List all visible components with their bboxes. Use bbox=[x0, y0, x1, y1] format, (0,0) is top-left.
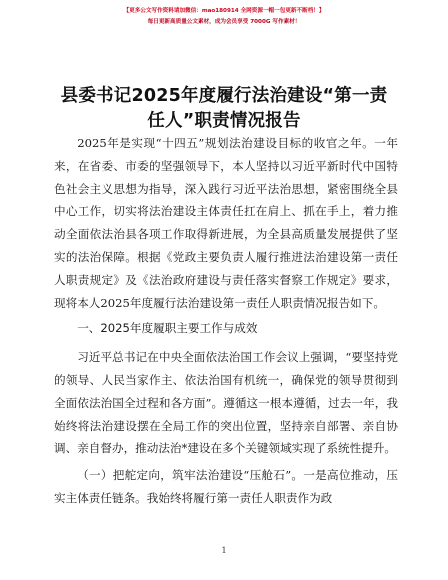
section-heading: 一、2025年度履职主要工作与成效 bbox=[77, 321, 258, 336]
promo-banner-line-1: 【更多公文写作资料请加微信：mao180914 全网资源一帽一包更新不断档！】 bbox=[123, 8, 325, 14]
promo-banner-line-2: 每日更新高质量公文素材，成为会员享受 7000G 写作素材！ bbox=[147, 19, 301, 25]
promo-banner bbox=[0, 6, 448, 28]
page-number: 1 bbox=[221, 546, 227, 555]
document-title: 县委书记2025年度履行法治建设“第一责任人”职责情况报告 bbox=[60, 86, 388, 131]
body-paragraph-2: （一）把舵定向，筑牢法治建设“压舱石”。一是高位推动，压实主体责任链条。我始终将履行第一责任人职责作为政 bbox=[54, 468, 398, 505]
document-body bbox=[54, 132, 398, 510]
body-paragraph-1: 习近平总书记在中央全面依法治国工作会议上强调，“要坚持党的领导、人民当家作主、依法治国有机统一，确保党的领导贯彻到全面依法治国全过程和各方面”。遵循这一根本遵循，过去一年，我始终将法治建设摆在全局工作的突出位置，坚持亲自部署、亲自协调、亲自督办，推动法治*建设在多个关键领域实现了系统性提升。 bbox=[54, 350, 398, 456]
body-paragraph-intro: 2025年是实现“十四五”规划法治建设目标的收官之年。一年来，在省委、市委的坚强领导下，本人坚持以习近平新时代中国特色社会主义思想为指导，深入践行习近平法治思想，紧密围绕全县中心工作，切实将法治建设主体责任扛在肩上、抓在手上，着力推动全面依法治县各项工作取得新进展，为全县高质量发展提供了坚实的法治保障。根据《党政主要负责人履行推进法治建设第一责任人职责规定》及《法治政府建设与责任落实督察工作规定》要求，现将本人2025年度履行法治建设第一责任人职责情况报告如下。 bbox=[54, 136, 398, 310]
